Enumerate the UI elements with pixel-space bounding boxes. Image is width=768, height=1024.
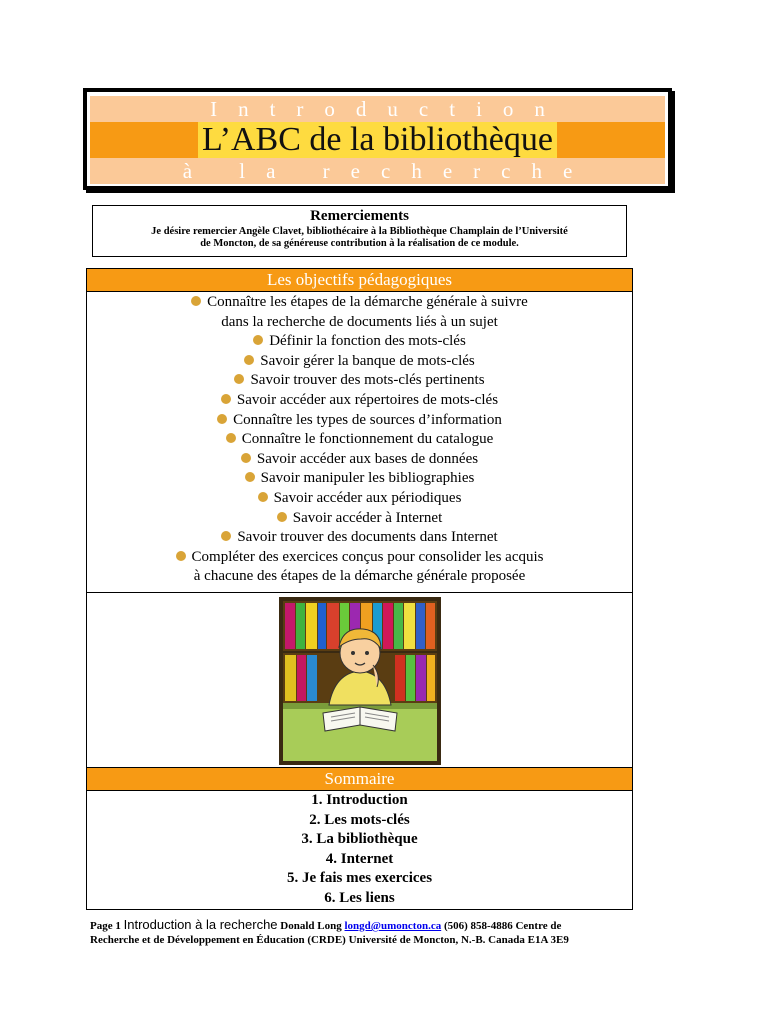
author-name: Donald Long (280, 920, 342, 932)
bullet-icon (258, 492, 268, 502)
centre-name-start: Centre de (515, 920, 562, 932)
summary-item[interactable]: 4. Internet (325, 850, 394, 867)
objective-text: Connaître les types de sources d’information (233, 411, 502, 428)
objective-item (87, 293, 632, 313)
bullet-icon (217, 414, 227, 424)
objective-text: Savoir accéder aux périodiques (273, 489, 462, 506)
illustration-cell (87, 592, 632, 768)
acknowledgements-line: de Moncton, de sa généreuse contribution à la réalisation de ce module. (200, 238, 519, 249)
objective-text: Savoir accéder aux bases de données (256, 450, 479, 467)
objective-text: Savoir trouver des mots-clés pertinents (250, 372, 485, 389)
summary-item[interactable]: 1. Introduction (311, 792, 408, 808)
objective-text: à chacune des étapes de la démarche générale proposée (193, 568, 526, 585)
acknowledgements-heading: Remerciements (310, 208, 409, 224)
bullet-icon (176, 551, 186, 561)
bullet-icon (221, 531, 231, 541)
title-banner (83, 88, 672, 190)
summary-item[interactable]: 2. Les mots-clés (309, 811, 410, 828)
objective-item (87, 411, 632, 431)
objective-text: Savoir gérer la banque de mots-clés (260, 352, 475, 369)
objective-text: Savoir manipuler les bibliographies (260, 470, 475, 487)
objective-text: Compléter des exercices conçus pour consolider les acquis (191, 548, 544, 565)
objective-item (87, 469, 632, 489)
bullet-icon (221, 394, 231, 404)
objective-item (87, 313, 632, 333)
content-table (86, 268, 633, 910)
objective-text: dans la recherche de documents liés à un sujet (221, 313, 498, 330)
objective-text: Savoir accéder aux répertoires de mots-clés (236, 391, 499, 408)
centre-name: Recherche et de Développement en Éducation (CRDE) Université de Moncton, N.-B. Canada E1A 3E9 (90, 934, 569, 946)
page-number: Page 1 (90, 920, 121, 932)
acknowledgements-box (92, 205, 627, 257)
acknowledgements-line: Je désire remercier Angèle Clavet, bibliothécaire à la Bibliothèque Champlain de l’Université (151, 226, 568, 237)
summary-list (87, 791, 632, 909)
objective-item (87, 352, 632, 372)
objective-text: Connaître les étapes de la démarche générale à suivre (207, 294, 528, 310)
summary-item[interactable]: 6. Les liens (324, 889, 395, 906)
page-title: L’ABC de la bibliothèque (198, 122, 557, 158)
course-title: Introduction à la recherche (123, 917, 278, 932)
summary-heading: Sommaire (87, 767, 632, 791)
email-link[interactable]: longd@umoncton.ca (344, 920, 442, 932)
objective-text: Savoir trouver des documents dans Internet (237, 529, 498, 546)
objective-item (87, 489, 632, 509)
summary-item[interactable]: 3. La bibliothèque (301, 831, 418, 848)
summary-item[interactable]: 5. Je fais mes exercices (286, 870, 433, 887)
bullet-icon (191, 296, 201, 306)
objective-item (87, 332, 632, 352)
page-footer (90, 918, 670, 947)
objective-item (87, 528, 632, 548)
objective-text: Connaître le fonctionnement du catalogue (241, 431, 494, 448)
objectives-list (87, 293, 632, 587)
objective-item (87, 430, 632, 450)
bullet-icon (241, 453, 251, 463)
title-introduction: Introduction (210, 97, 566, 121)
objective-item (87, 450, 632, 470)
phone-number: (506) 858-4886 (443, 920, 513, 932)
bullet-icon (234, 374, 244, 384)
bullet-icon (226, 433, 236, 443)
bullet-icon (244, 355, 254, 365)
objective-item (87, 509, 632, 529)
objectives-heading: Les objectifs pédagogiques (87, 269, 632, 292)
objective-item (87, 391, 632, 411)
child-reading-in-library-icon (277, 595, 443, 767)
title-subtitle: à la recherche (182, 159, 594, 183)
objective-text: Savoir accéder à Internet (292, 509, 443, 526)
bullet-icon (253, 335, 263, 345)
bullet-icon (245, 472, 255, 482)
objective-text: Définir la fonction des mots-clés (269, 333, 466, 350)
acknowledgements-text (93, 226, 626, 250)
bullet-icon (277, 512, 287, 522)
objective-item (87, 548, 632, 568)
objective-item (87, 371, 632, 391)
objective-item (87, 567, 632, 587)
